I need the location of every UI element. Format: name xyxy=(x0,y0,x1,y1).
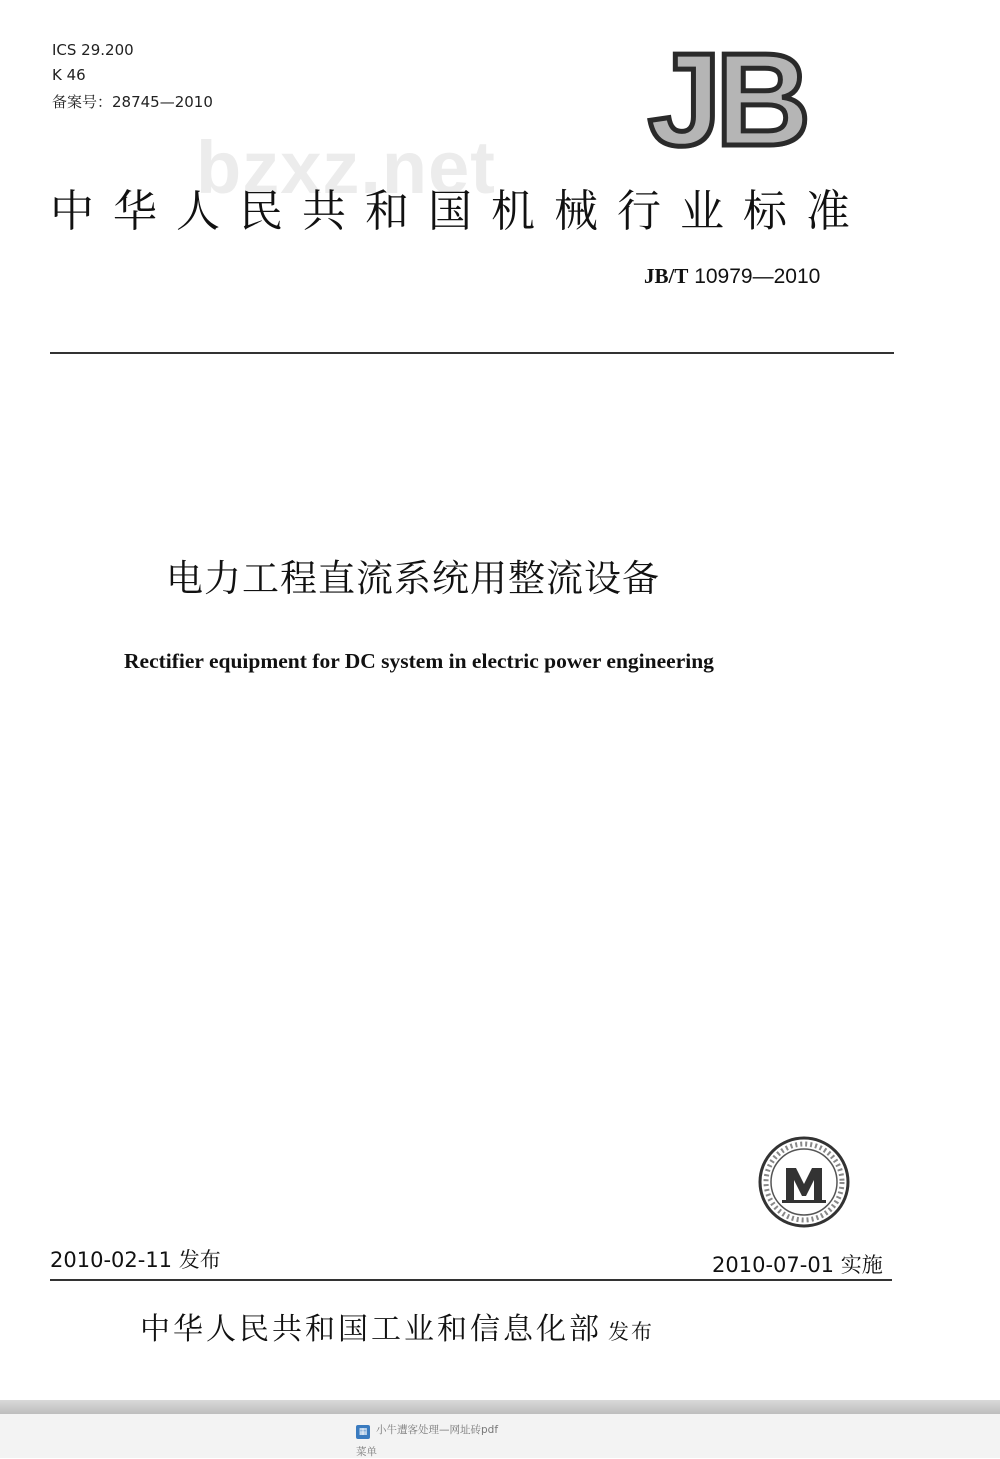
viewer-taskbar xyxy=(0,1414,1000,1458)
standard-title: 中华人民共和国机械行业标准 xyxy=(50,186,869,237)
standard-code-number: 10979—2010 xyxy=(694,265,821,288)
publisher-suffix: 发布 xyxy=(608,1320,654,1344)
menu-button[interactable]: 菜单 xyxy=(356,1446,377,1458)
document-title-cn: 电力工程直流系统用整流设备 xyxy=(166,557,660,600)
ccs-code: K 46 xyxy=(52,66,86,84)
publisher-name: 中华人民共和国工业和信息化部 xyxy=(140,1312,602,1347)
implementation-date: 2010-07-01 实施 xyxy=(712,1253,883,1277)
app-title[interactable]: 小牛遭客处理—网址砖pdf xyxy=(376,1424,499,1436)
issue-date: 2010-02-11 发布 xyxy=(50,1248,221,1272)
publisher xyxy=(140,1308,654,1354)
standard-code-prefix: JB/T xyxy=(644,264,689,288)
app-icon[interactable]: ▦ xyxy=(356,1425,370,1439)
watermark: bzxz.net xyxy=(196,126,496,209)
standard-code xyxy=(644,264,820,289)
filing-number: 备案号：28745—2010 xyxy=(52,93,213,111)
document-title-en: Rectifier equipment for DC system in electric power engineering xyxy=(124,649,714,673)
jb-logo: JB xyxy=(648,26,805,173)
publisher-seal-icon xyxy=(756,1134,852,1230)
viewer-scroll-strip[interactable] xyxy=(0,1400,1000,1414)
footer-divider xyxy=(50,1279,892,1281)
header-divider xyxy=(50,352,894,354)
ics-code: ICS 29.200 xyxy=(52,41,134,59)
